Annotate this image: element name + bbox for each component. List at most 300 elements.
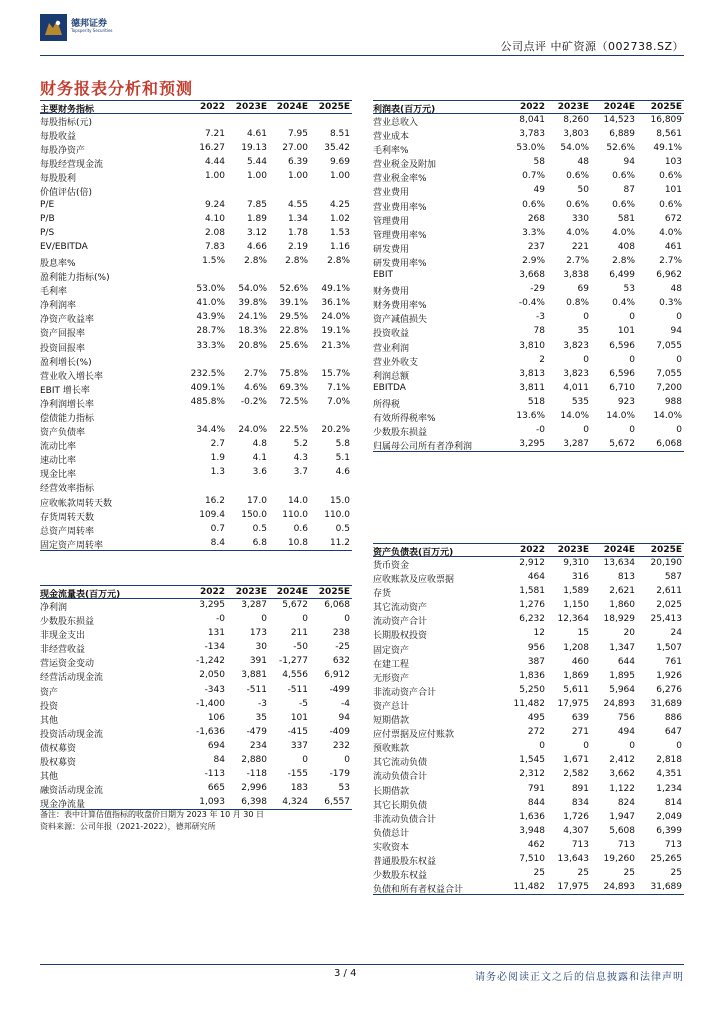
income-statement-table [373, 100, 684, 452]
row-label: 流动负债合计 [373, 772, 428, 783]
row-label: 应收帐款周转天数 [40, 498, 113, 509]
row-label: 负债和所有者权益合计 [373, 885, 464, 896]
cell-value: 1.02 [329, 213, 350, 224]
row-label: 每股指标(元) [40, 118, 93, 128]
cell-value: 1.3 [210, 467, 225, 478]
row-label: 货币资金 [373, 561, 410, 571]
cell-value: 1,122 [609, 783, 635, 794]
table-row [40, 438, 352, 452]
notes-block [40, 809, 264, 833]
table-row [373, 768, 684, 782]
cell-value: -155 [287, 769, 308, 780]
cell-value: 3,811 [519, 382, 545, 393]
year-header: 2024E [603, 545, 635, 555]
row-label: 现金比率 [40, 470, 77, 481]
row-label: 每股经营现金流 [40, 160, 104, 171]
cell-value: 72.5% [279, 396, 308, 407]
year-header: 2022 [199, 587, 225, 597]
table-row [40, 726, 352, 740]
table-row [373, 642, 684, 656]
cell-value: 24,893 [603, 698, 635, 709]
cell-value: 2.7% [244, 368, 267, 379]
cell-value: 713 [664, 839, 682, 850]
cell-value: 0.6% [659, 171, 682, 182]
cell-value: 408 [617, 241, 635, 252]
table-title: 资产负债表(百万元) [373, 548, 454, 558]
cell-value: -343 [204, 684, 225, 695]
cell-value: 0.5 [335, 523, 350, 534]
cell-value: 24.0% [321, 312, 350, 323]
row-label: P/S [40, 227, 55, 238]
cell-value: 713 [617, 839, 635, 850]
cell-value: 2,049 [656, 811, 682, 822]
cell-value: -113 [204, 769, 225, 780]
cell-value: 0 [344, 755, 350, 766]
cell-value: 494 [617, 727, 635, 738]
cell-value: 0.6% [612, 171, 635, 182]
table-title: 现金流量表(百万元) [40, 590, 121, 600]
cash-flow-table [40, 585, 352, 810]
cell-value: 464 [527, 572, 545, 583]
cell-value: 15 [577, 628, 589, 639]
table-row [373, 213, 684, 227]
row-label: 资产负债率 [40, 428, 86, 439]
year-header: 2022 [519, 102, 545, 112]
cell-value: 4.6% [244, 382, 267, 393]
year-header: 2024E [276, 587, 308, 597]
row-label: 其它流动资产 [373, 603, 428, 614]
cell-value: 1,150 [563, 600, 589, 611]
table-row [40, 466, 352, 480]
cell-value: 1,093 [199, 797, 225, 808]
year-header: 2024E [276, 102, 308, 112]
row-label: 经营效率指标 [40, 484, 95, 495]
table-row [373, 740, 684, 754]
cell-value: 17,975 [557, 698, 589, 709]
cell-value: 6,710 [609, 382, 635, 393]
row-label: 营业税金率% [373, 174, 427, 185]
row-label: 营业费用率% [373, 202, 427, 213]
cell-value: 2.19 [287, 241, 308, 252]
cell-value: 3.6 [252, 467, 267, 478]
cell-value: 3,810 [519, 340, 545, 351]
row-label: 经营活动现金流 [40, 673, 104, 684]
table-row [373, 599, 684, 613]
cell-value: 35 [577, 326, 589, 337]
footer-disclaimer: 请务必阅读正文之后的信息披露和法律声明 [475, 972, 684, 983]
cell-value: -1,277 [278, 656, 308, 667]
table-row [40, 325, 352, 339]
row-label: 管理费用 [373, 216, 410, 227]
cell-value: 4.25 [329, 199, 350, 210]
cell-value: 14.0% [606, 410, 635, 421]
cell-value: 1,926 [656, 670, 682, 681]
cell-value: 7,200 [656, 382, 682, 393]
row-label: 短期借款 [373, 716, 410, 727]
cell-value: 462 [527, 839, 545, 850]
cell-value: 6,557 [324, 797, 350, 808]
cell-value: 30 [255, 642, 267, 653]
cell-value: 0.6% [566, 199, 589, 210]
cell-value: 0.3% [659, 298, 682, 309]
table-row [40, 613, 352, 627]
cell-value: 2,621 [609, 586, 635, 597]
cell-value: 1,947 [609, 811, 635, 822]
cell-value: 5.1 [335, 453, 350, 464]
cell-value: 173 [249, 628, 267, 639]
cell-value: 8.51 [329, 129, 350, 140]
cell-value: 8,041 [519, 115, 545, 125]
cell-value: 94 [623, 157, 635, 168]
row-label: 营业成本 [373, 132, 410, 143]
cell-value: -0 [536, 425, 545, 436]
cell-value: 0 [583, 312, 589, 323]
year-header: 2023E [235, 102, 267, 112]
cell-value: 1,671 [563, 755, 589, 766]
row-label: 少数股东损益 [40, 617, 95, 628]
cell-value: 1.78 [287, 227, 308, 238]
cell-value: 0 [261, 614, 267, 625]
cell-value: 2,582 [563, 769, 589, 780]
year-header: 2023E [557, 545, 589, 555]
table-row [373, 613, 684, 627]
cell-value: 24.0% [238, 425, 267, 436]
year-header: 2023E [235, 587, 267, 597]
table-row [373, 811, 684, 825]
row-label: 利润总额 [373, 371, 410, 382]
cell-value: 24,893 [603, 882, 635, 893]
row-label: 流动比率 [40, 442, 77, 453]
cell-value: 35.42 [324, 143, 350, 154]
cell-value: 7.1% [327, 382, 350, 393]
cell-value: -0.4% [518, 298, 545, 309]
cell-value: 29.5% [279, 312, 308, 323]
table-row [373, 656, 684, 670]
cell-value: 844 [527, 797, 545, 808]
cell-value: 6,068 [324, 600, 350, 610]
table-row [373, 396, 684, 410]
cell-value: 53.0% [196, 284, 225, 295]
cell-value: 824 [617, 797, 635, 808]
row-label: 营业收入增长率 [40, 371, 104, 382]
cell-value: 1,347 [609, 642, 635, 653]
cell-value: 69 [577, 284, 589, 295]
row-label: 资产 [40, 687, 59, 698]
cell-value: 0.6% [566, 171, 589, 182]
cell-value: 2.08 [204, 227, 225, 238]
cell-value: 237 [527, 241, 545, 252]
table-row [40, 340, 352, 354]
table-row [40, 684, 352, 698]
cell-value: 7.83 [204, 241, 225, 252]
cell-value: 53.0% [516, 143, 545, 154]
table-row [373, 712, 684, 726]
cell-value: 1.00 [204, 171, 225, 182]
year-header: 2022 [199, 102, 225, 112]
row-label: 少数股东权益 [373, 871, 428, 882]
cell-value: 17,975 [557, 882, 589, 893]
cell-value: 31,689 [650, 882, 682, 893]
year-header: 2023E [557, 102, 589, 112]
row-label: P/E [40, 199, 55, 210]
cell-value: 6,596 [609, 340, 635, 351]
cell-value: 0 [344, 614, 350, 625]
cell-value: 24 [670, 628, 682, 639]
table-header [373, 543, 684, 557]
table-row [40, 283, 352, 297]
cell-value: 814 [664, 797, 682, 808]
cell-value: 0 [583, 425, 589, 436]
table-row [40, 523, 352, 537]
cell-value: 1,636 [519, 811, 545, 822]
cell-value: 2,050 [199, 670, 225, 681]
row-label: EBITDA [373, 382, 406, 393]
row-label: 营业总收入 [373, 118, 419, 128]
row-label: 固定资产周转率 [40, 540, 104, 551]
cell-value: 0 [629, 741, 635, 752]
table-row [40, 128, 352, 142]
cell-value: 34.4% [196, 425, 225, 436]
cell-value: 2,996 [241, 783, 267, 794]
cell-value: 3,881 [241, 670, 267, 681]
cell-value: 0.4% [612, 298, 635, 309]
cell-value: -179 [329, 769, 350, 780]
row-label: EV/EBITDA [40, 241, 88, 252]
section-title: 财务报表分析和预测 [40, 79, 194, 98]
cell-value: 101 [290, 712, 308, 723]
cell-value: 9.24 [204, 199, 225, 210]
row-label: 融资活动现金流 [40, 786, 104, 797]
row-label: 股权募资 [40, 758, 77, 769]
cell-value: 183 [290, 783, 308, 794]
table-row [373, 670, 684, 684]
table-row [40, 241, 352, 255]
cell-value: 268 [527, 213, 545, 224]
cell-value: 0 [676, 312, 682, 323]
logo-english-name: Topsperity Securities [71, 28, 113, 33]
row-label: 存货 [373, 589, 392, 600]
table-row [40, 396, 352, 410]
cell-value: 14.0% [560, 410, 589, 421]
cell-value: 923 [617, 396, 635, 407]
cell-value: 2.8% [244, 255, 267, 266]
cell-value: 131 [207, 628, 225, 639]
cell-value: -3 [536, 312, 545, 323]
cell-value: 1.9 [210, 453, 225, 464]
row-label: 存货周转天数 [40, 512, 95, 523]
cell-value: 3,662 [609, 769, 635, 780]
cell-value: 110.0 [282, 509, 308, 520]
cell-value: 3,295 [519, 439, 545, 450]
cell-value: 330 [571, 213, 589, 224]
cell-value: 791 [527, 783, 545, 794]
cell-value: 694 [207, 740, 225, 751]
row-label: 资产回报率 [40, 329, 86, 340]
cell-value: 4.66 [246, 241, 267, 252]
cell-value: 6,889 [609, 129, 635, 140]
table-row [373, 368, 684, 382]
table-row [40, 599, 352, 613]
cell-value: -1,400 [195, 698, 225, 709]
cell-value: 0.6 [293, 523, 308, 534]
table-row [40, 669, 352, 683]
cell-value: 13,634 [603, 558, 635, 568]
table-row [40, 655, 352, 669]
cell-value: 632 [332, 656, 350, 667]
cell-value: 18,929 [603, 614, 635, 625]
row-label: 每股股利 [40, 174, 77, 185]
cell-value: 5,964 [609, 684, 635, 695]
row-label: 预收账款 [373, 744, 410, 755]
cell-value: 891 [571, 783, 589, 794]
table-row [373, 698, 684, 712]
cell-value: -134 [204, 642, 225, 653]
cell-value: 49 [533, 185, 545, 196]
cell-value: -118 [246, 769, 267, 780]
cell-value: 232.5% [190, 368, 225, 379]
cell-value: 84 [213, 755, 225, 766]
cell-value: 4.10 [204, 213, 225, 224]
cell-value: 25 [577, 868, 589, 879]
cell-value: 271 [571, 727, 589, 738]
row-label: 负债总计 [373, 828, 410, 839]
table-title: 主要财务指标 [40, 105, 95, 115]
table-row [40, 712, 352, 726]
cell-value: 54.0% [238, 284, 267, 295]
cell-value: 461 [664, 241, 682, 252]
cell-value: 25 [533, 868, 545, 879]
cell-value: 110.0 [324, 509, 350, 520]
cell-value: 52.6% [606, 143, 635, 154]
cell-value: 211 [290, 628, 308, 639]
cell-value: 1.00 [329, 171, 350, 182]
cell-value: 0.8% [566, 298, 589, 309]
cell-value: 834 [571, 797, 589, 808]
cell-value: 0 [629, 425, 635, 436]
row-label: 非流动负债合计 [373, 814, 437, 825]
cell-value: 3,823 [563, 340, 589, 351]
row-label: 价值评估(倍) [40, 188, 93, 199]
cell-value: 11.2 [329, 537, 350, 548]
cell-value: -5 [299, 698, 308, 709]
cell-value: 387 [527, 656, 545, 667]
table-row [373, 797, 684, 811]
cell-value: 109.4 [199, 509, 225, 520]
table-row [40, 509, 352, 523]
cell-value: 8,561 [656, 129, 682, 140]
row-label: 营业税金及附加 [373, 160, 437, 171]
cell-value: 3.7 [293, 467, 308, 478]
cell-value: 5.8 [335, 439, 350, 450]
cell-value: 39.1% [279, 298, 308, 309]
cell-value: 14.0 [287, 495, 308, 506]
cell-value: 2.7% [659, 255, 682, 266]
cell-value: 7,055 [656, 368, 682, 379]
cell-value: 7,510 [519, 853, 545, 864]
cell-value: 6,068 [656, 439, 682, 450]
cell-value: 31,689 [650, 698, 682, 709]
cell-value: 2,025 [656, 600, 682, 611]
cell-value: 2,912 [519, 558, 545, 568]
cell-value: 13.6% [516, 410, 545, 421]
cell-value: 11,482 [513, 698, 545, 709]
cell-value: 1,208 [563, 642, 589, 653]
cell-value: 33.3% [196, 340, 225, 351]
row-label: 每股净资产 [40, 146, 86, 157]
cell-value: 0 [629, 354, 635, 365]
row-label: 投资 [40, 701, 59, 712]
cell-value: 1.00 [246, 171, 267, 182]
cell-value: 672 [664, 213, 682, 224]
cell-value: 20 [623, 628, 635, 639]
cell-value: 1.5% [202, 255, 225, 266]
cell-value: 12 [533, 628, 545, 639]
table-row [40, 382, 352, 396]
cell-value: 53 [338, 783, 350, 794]
row-label: 研发费用率% [373, 258, 427, 269]
table-row [40, 311, 352, 325]
cell-value: 6,912 [324, 670, 350, 681]
cell-value: 1,895 [609, 670, 635, 681]
row-label: 投资活动现金流 [40, 729, 104, 740]
row-label: 归属母公司所有者净利润 [373, 442, 473, 453]
cell-value: -479 [246, 726, 267, 737]
cell-value: 2.8% [285, 255, 308, 266]
cell-value: 2 [539, 354, 545, 365]
table-row [40, 768, 352, 782]
cell-value: 3,948 [519, 825, 545, 836]
cell-value: -4 [341, 698, 350, 709]
cell-value: 988 [664, 396, 682, 407]
cell-value: 7.85 [246, 199, 267, 210]
cell-value: 0 [583, 741, 589, 752]
row-label: 非流动资产合计 [373, 687, 437, 698]
table-row [40, 641, 352, 655]
row-label: 净资产收益率 [40, 315, 95, 326]
cell-value: 0 [539, 741, 545, 752]
table-row [40, 213, 352, 227]
cell-value: 3.3% [522, 227, 545, 238]
cell-value: 4.1 [252, 453, 267, 464]
cell-value: 535 [571, 396, 589, 407]
table-row [40, 114, 352, 128]
valuation-note: 备注：表中计算估值指标的收盘价日期为 2023 年 10 月 30 日 [40, 810, 264, 819]
footer-divider [40, 964, 684, 965]
cell-value: 101 [617, 326, 635, 337]
cell-value: 3,803 [563, 129, 589, 140]
table-row [373, 825, 684, 839]
row-label: 普通股股东权益 [373, 856, 437, 867]
table-header [40, 585, 352, 599]
cell-value: 1,507 [656, 642, 682, 653]
year-header: 2025E [650, 545, 682, 555]
cell-value: 6,276 [656, 684, 682, 695]
cell-value: 6.39 [287, 157, 308, 168]
cell-value: 956 [527, 642, 545, 653]
cell-value: 69.3% [279, 382, 308, 393]
cell-value: 11,482 [513, 882, 545, 893]
cell-value: 4,011 [563, 382, 589, 393]
cell-value: 644 [617, 656, 635, 667]
cell-value: -499 [329, 684, 350, 695]
cell-value: 3.12 [246, 227, 267, 238]
table-row [40, 227, 352, 241]
cell-value: 2,611 [656, 586, 682, 597]
cell-value: 6,232 [519, 614, 545, 625]
cell-value: 21.3% [321, 340, 350, 351]
cell-value: 0 [629, 312, 635, 323]
table-row [40, 142, 352, 156]
